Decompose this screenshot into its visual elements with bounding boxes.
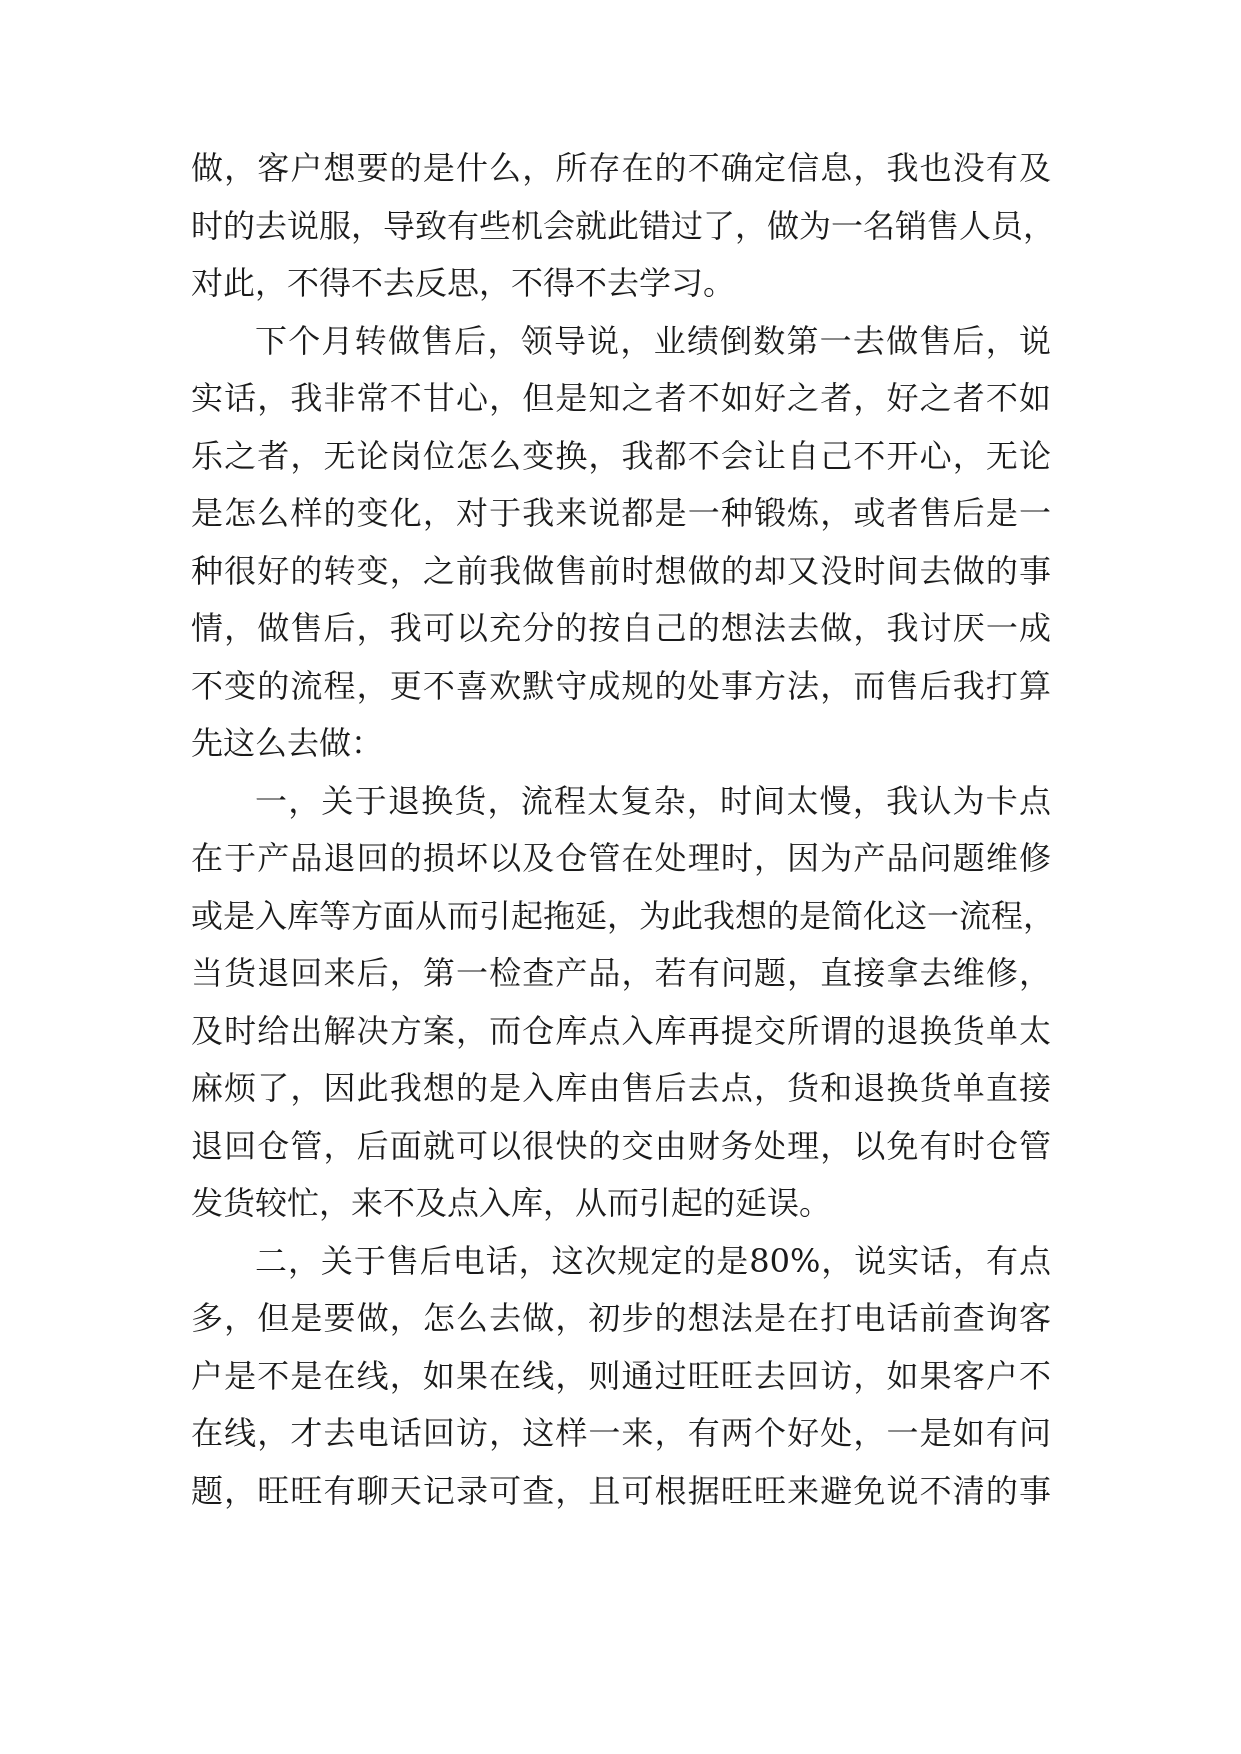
text-line: 麻烦了，因此我想的是入库由售后去点，货和退换货单直接 (191, 1069, 1051, 1107)
text-line: 是怎么样的变化，对于我来说都是一种锻炼，或者售后是一 (191, 494, 1051, 532)
text-line: 在于产品退回的损坏以及仓管在处理时，因为产品问题维修 (191, 839, 1051, 877)
text-line: 二，关于售后电话，这次规定的是80%，说实话，有点 (255, 1241, 1051, 1280)
text-line: 时的去说服，导致有些机会就此错过了，做为一名销售人员， (191, 206, 1056, 245)
text-line: 当货退回来后，第一检查产品，若有问题，直接拿去维修， (191, 954, 1051, 992)
text-line: 做，客户想要的是什么，所存在的不确定信息，我也没有及 (191, 149, 1051, 187)
text-line: 在线，才去电话回访，这样一来，有两个好处，一是如有问 (191, 1414, 1051, 1452)
text-line: 题，旺旺有聊天记录可查，且可根据旺旺来避免说不清的事 (191, 1471, 1051, 1510)
document-body (191, 140, 1056, 1520)
text-line: 退回仓管，后面就可以很快的交由财务处理，以免有时仓管 (191, 1126, 1051, 1165)
text-line: 不变的流程，更不喜欢默守成规的处事方法，而售后我打算 (191, 666, 1051, 705)
text-line: 实话，我非常不甘心，但是知之者不如好之者，好之者不如 (191, 379, 1051, 417)
text-line: 户是不是在线，如果在线，则通过旺旺去回访，如果客户不 (191, 1356, 1051, 1395)
text-line: 先这么去做： (191, 724, 384, 762)
text-line: 下个月转做售后，领导说，业绩倒数第一去做售后，说 (255, 321, 1051, 360)
text-line: 乐之者，无论岗位怎么变换，我都不会让自己不开心，无论 (191, 436, 1051, 475)
text-line: 情，做售后，我可以充分的按自己的想法去做，我讨厌一成 (191, 609, 1051, 647)
text-line: 种很好的转变，之前我做售前时想做的却又没时间去做的事 (191, 551, 1051, 590)
text-line: 一，关于退换货，流程太复杂，时间太慢，我认为卡点 (255, 781, 1051, 820)
text-line: 及时给出解决方案，而仓库点入库再提交所谓的退换货单太 (191, 1011, 1051, 1050)
text-line: 对此，不得不去反思，不得不去学习。 (191, 264, 736, 302)
text-line: 发货较忙，来不及点入库，从而引起的延误。 (191, 1184, 832, 1222)
text-line: 或是入库等方面从而引起拖延，为此我想的是简化这一流程， (191, 896, 1056, 935)
text-line: 多，但是要做，怎么去做，初步的想法是在打电话前查询客 (191, 1299, 1051, 1337)
